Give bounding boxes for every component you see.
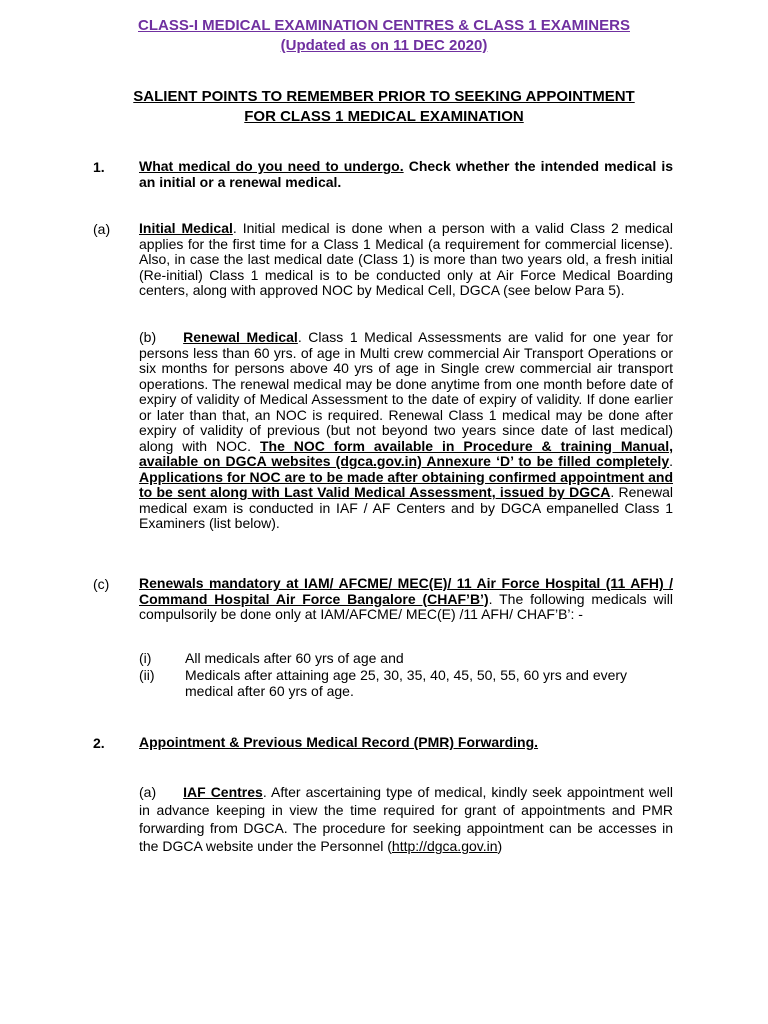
- section1b-text: . Class 1 Medical Assessments are valid for one year for persons less than 60 yrs. of age in Multi crew commercial Air Transport Operations or six months for persons above 40 yrs of age in Single crew commercial air transport operations. The renewal medical may be done anytime from one month before date of expiry of validity of Medical Assessment to the date of expiry of validity. If done earlier or later than that, an NOC is required. Renewal Class 1 medical may be done after expiry of validity of previous (but not beyond two years since date of last medical) along with NOC.: [139, 329, 673, 454]
- section2a-close: ): [497, 838, 503, 854]
- section1b-bold-text2: Applications for NOC are to be made after obtaining confirmed appointment and to be sent along with Last Valid Medical Assessment, issued by DGCA: [139, 468, 673, 500]
- section2a-paragraph: [139, 783, 673, 855]
- section1c-item-ii-tag: (ii): [139, 667, 155, 683]
- section1a-paragraph: [139, 221, 673, 299]
- doc-title-line2: (Updated as on 11 DEC 2020): [280, 37, 488, 54]
- doc-title-line1: CLASS-I MEDICAL EXAMINATION CENTRES & CLASS 1 EXAMINERS: [138, 17, 630, 34]
- section1a-text: . Initial medical is done when a person with a valid Class 2 medical applies for the first time for a Class 1 Medical (a requirement for commercial license). Also, in case the last medical date (Class 1) is more than two years old, a fresh initial (Re-initial) Class 1 medical is to be conducted only at Air Force Medical Boarding centers, along with approved NOC by Medical Cell, DGCA (see below Para 5).: [139, 220, 673, 298]
- section1c-label: (c): [93, 576, 110, 592]
- section1c-item-i-tag: (i): [139, 650, 152, 666]
- doc-subtitle-line2: FOR CLASS 1 MEDICAL EXAMINATION: [244, 108, 524, 125]
- section1c-item-i-text: All medicals after 60 yrs of age and: [185, 650, 404, 666]
- section2-heading: Appointment & Previous Medical Record (PMR) Forwarding.: [139, 734, 539, 750]
- doc-subtitle-line1: SALIENT POINTS TO REMEMBER PRIOR TO SEEKING APPOINTMENT: [133, 88, 635, 105]
- section1c-item-i: [139, 651, 673, 667]
- section1-heading-rest: Check whether the intended medical is an initial or a renewal medical.: [139, 158, 673, 190]
- section1b-tail: . Renewal medical exam is conducted in IAF / AF Centers and by DGCA empanelled Class 1 Examiners (list below).: [139, 484, 673, 531]
- section1b-bold-text: The NOC form available in Procedure & training Manual, available on DGCA websites (dgca.gov.in) Annexure ‘D’ to be filled completely: [139, 437, 673, 469]
- section1b-label: (b): [139, 329, 157, 345]
- section1-number: 1.: [93, 159, 105, 175]
- section2a-text: . After ascertaining type of medical, kindly seek appointment well in advance keeping in view the time required for grant of appointments and PMR forwarding from DGCA. The procedure for seeking appointment can be accesses in the DGCA website under the Personnel (: [139, 784, 674, 854]
- section1c-item-ii: [139, 668, 673, 699]
- section1b-title: Renewal Medical: [183, 329, 298, 345]
- section1-paragraph: [139, 159, 673, 190]
- section1b-paragraph: [139, 330, 673, 532]
- section2a-label: (a): [139, 784, 157, 800]
- section1c-title: Renewals mandatory at IAM/ AFCME/ MEC(E)/ 11 Air Force Hospital (11 AFH) / Command Hospital Air Force Bangalore (CHAF’B’): [139, 575, 673, 607]
- section1c-paragraph: [139, 576, 673, 623]
- section1a-title: Initial Medical: [139, 220, 233, 236]
- section1-heading: What medical do you need to undergo.: [139, 158, 404, 174]
- dgca-website-link[interactable]: http://dgca.gov.in: [391, 838, 498, 854]
- section1a-label: (a): [93, 221, 111, 237]
- section1c-item-ii-text: Medicals after attaining age 25, 30, 35, 40, 45, 50, 55, 60 yrs and every medical after 60 yrs of age.: [185, 667, 628, 699]
- section2-number: 2.: [93, 735, 105, 751]
- section1c-text: . The following medicals will compulsorily be done only at IAM/AFCME/ MEC(E) /11 AFH/ CHAF’B’: -: [139, 590, 673, 622]
- section1b-bold-sep: .: [669, 453, 673, 469]
- section2a-title: IAF Centres: [183, 784, 263, 800]
